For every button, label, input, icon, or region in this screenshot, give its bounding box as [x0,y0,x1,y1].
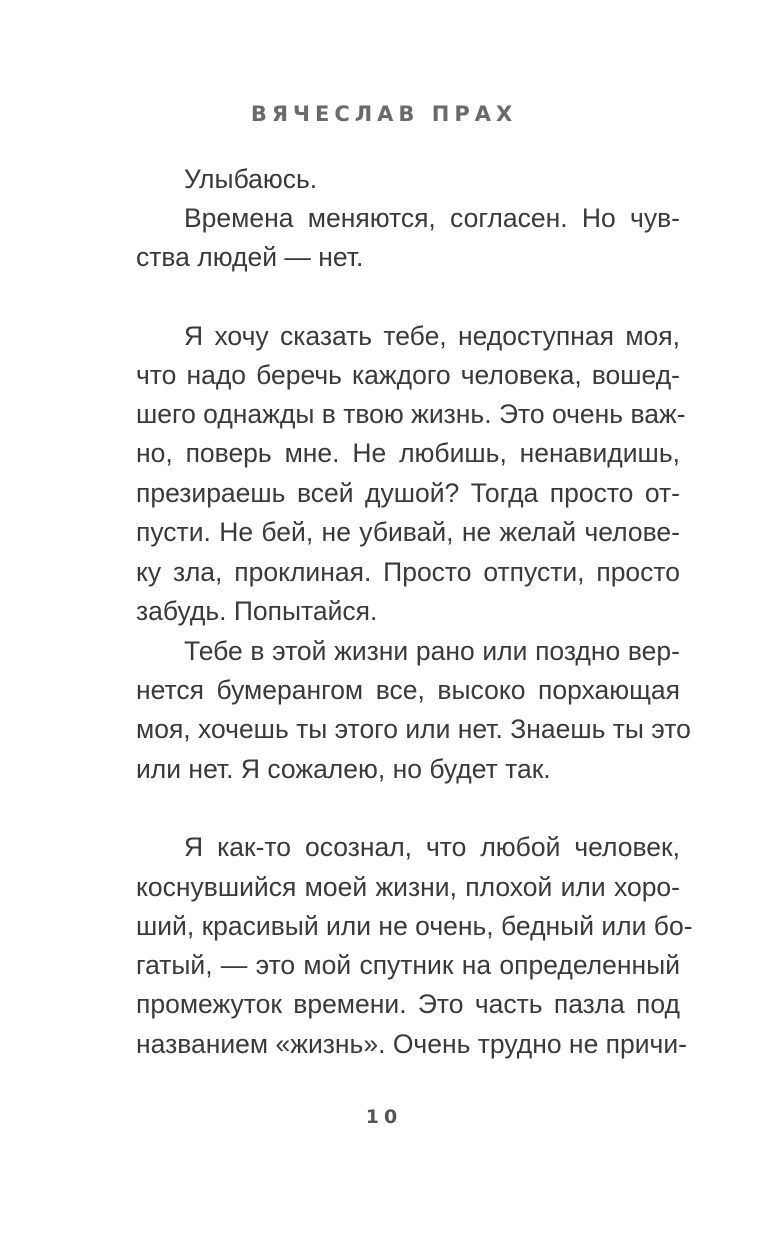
text-line: промежуток времени. Это часть пазла под [136,989,680,1019]
text-line: что надо беречь каждого человека, вошед- [136,360,680,390]
text-line: моя, хочешь ты этого или нет. Знаешь ты это [136,714,691,744]
text-line: но, поверь мне. Не любишь, ненавидишь, [136,438,680,468]
text-line: презираешь всей душой? Тогда просто от- [136,478,680,508]
page-number: 10 [365,1106,403,1128]
text-line: нется бумерангом все, высоко порхающая [136,675,680,705]
text-line: Тебе в этой жизни рано или поздно вер- [184,636,680,666]
text-line: Улыбаюсь. [184,164,318,194]
text-line: ства людей — нет. [136,242,364,272]
text-line: Я хочу сказать тебе, недоступная моя, [184,321,680,351]
text-line: ший, красивый или не очень, бедный или бо- [136,911,693,941]
text-line: ку зла, проклиная. Просто отпусти, просто [136,557,680,587]
running-header-author: ВЯЧЕСЛАВ ПРАХ [250,102,518,126]
text-line: забудь. Попытайся. [136,596,378,626]
text-line: шего однажды в твою жизнь. Это очень важ- [136,399,686,429]
text-line: Времена меняются, согласен. Но чув- [184,203,680,233]
text-line: пусти. Не бей, не убивай, не желай челове- [136,517,680,547]
text-line: коснувшийся моей жизни, плохой или хоро- [136,872,680,902]
text-line: или нет. Я сожалею, но будет так. [136,754,551,784]
text-line: гатый, — это мой спутник на определенный [136,950,680,980]
text-line: названием «жизнь». Очень трудно не причи- [136,1029,687,1059]
text-line: Я как-то осознал, что любой человек, [184,832,680,862]
